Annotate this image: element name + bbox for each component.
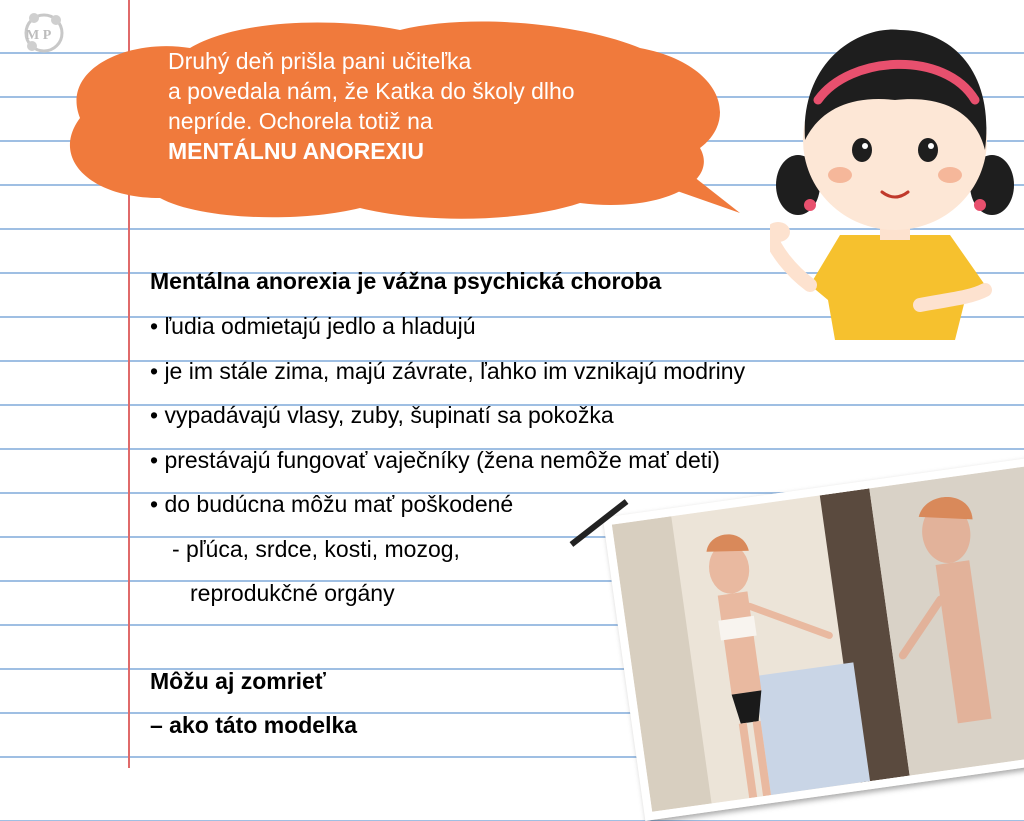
bullet-item: • do budúcna môžu mať poškodené: [150, 491, 514, 517]
closing-line: – ako táto modelka: [150, 712, 358, 738]
photo-frame: [603, 454, 1024, 820]
bullet-item: • prestávajú fungovať vaječníky (žena nemôže mať deti): [150, 447, 720, 473]
sub-item: reprodukčné orgány: [190, 580, 395, 606]
bubble-line: Druhý deň prišla pani učiteľka: [168, 48, 472, 74]
bubble-line: a povedala nám, že Katka do školy dlho: [168, 78, 575, 104]
sub-item: - pľúca, srdce, kosti, mozog,: [172, 536, 460, 562]
cartoon-girl-illustration: [770, 0, 1020, 360]
bullet-item: • ľudia odmietajú jedlo a hladujú: [150, 313, 476, 339]
bullet-item: • vypadávajú vlasy, zuby, šupinatí sa pokožka: [150, 402, 614, 428]
logo-text: M P: [26, 28, 52, 43]
closing-line: Môžu aj zomrieť: [150, 668, 326, 694]
bubble-emphasis: MENTÁLNU ANOREXIU: [168, 138, 424, 164]
model-photo: [600, 437, 1024, 795]
bubble-text: [168, 46, 728, 166]
section-heading: Mentálna anorexia je vážna psychická choroba: [150, 268, 662, 294]
bullet-item: • je im stále zima, majú závrate, ľahko im vznikajú modriny: [150, 358, 746, 384]
bubble-line: nepríde. Ochorela totiž na: [168, 108, 433, 134]
